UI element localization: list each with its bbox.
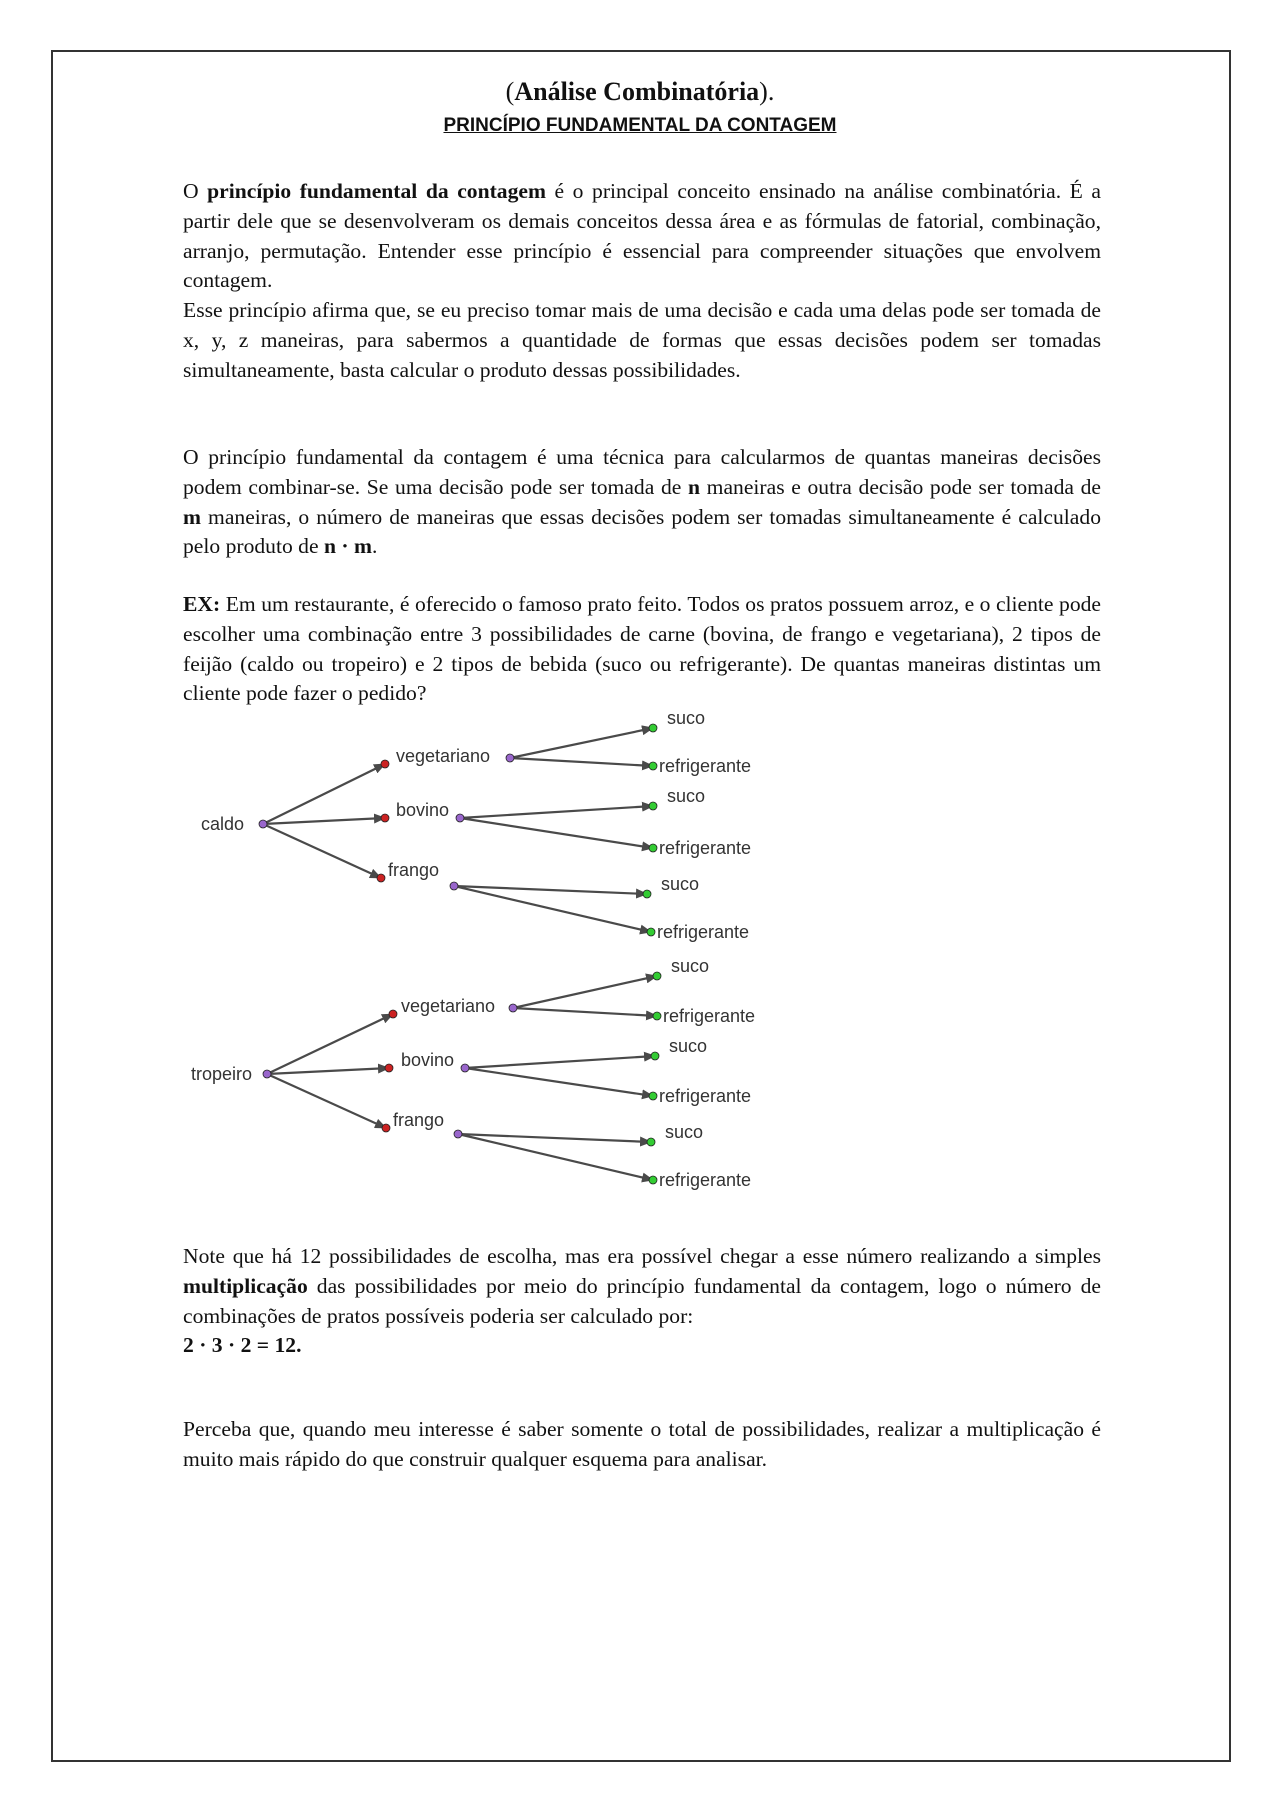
tree-branch-node xyxy=(389,1010,397,1018)
paragraph-definition: O princípio fundamental da contagem é o principal conceito ensinado na análise combinatória. É a partir dele que se desenvolveram os demais conceitos dessa área e as fórmulas de fatorial, combinação, arranjo, permutação. Entender esse princípio é essencial para compreender situações que envolvem contagem. xyxy=(183,179,1102,293)
tree-branch-node xyxy=(377,874,385,882)
tree-branch-node xyxy=(454,1130,462,1138)
paragraph-principle: Esse princípio afirma que, se eu preciso tomar mais de uma decisão e cada uma delas pode ser tomada de x, y, z maneiras, para sabermos a quantidade de formas que essas decisões podem ser tomadas simultaneamente, basta calcular o produto dessas possibilidades. xyxy=(183,298,1101,382)
tree-leaf-label: suco xyxy=(661,874,700,894)
tree-leaf-node xyxy=(649,802,657,810)
tree-branch-node xyxy=(385,1064,393,1072)
tree-edge xyxy=(263,764,385,824)
paragraph-conclusion: Note que há 12 possibilidades de escolha, mas era possível chegar a esse número realizando a simples multiplicação das possibilidades por meio do princípio fundamental da contagem, logo o número de combinações de pratos possíveis poderia ser calculado por: 2 · 3 · 2 = 12. xyxy=(183,1244,1101,1358)
tree-edge xyxy=(267,1074,386,1128)
tree-edge xyxy=(465,1056,655,1068)
formula: 2 · 3 · 2 = 12. xyxy=(183,1333,302,1358)
tree-edge xyxy=(460,818,653,848)
tree-branch-node xyxy=(456,814,464,822)
tree-leaf-node xyxy=(653,972,661,980)
tree-branch-node xyxy=(506,754,514,762)
tree-leaf-label: suco xyxy=(665,1122,704,1142)
tree-root-node xyxy=(259,820,267,828)
tree-leaf-node xyxy=(643,890,651,898)
tree-root-label: tropeiro xyxy=(191,1064,253,1084)
tree-leaf-node xyxy=(647,1138,655,1146)
tree-branch-label: bovino xyxy=(396,800,450,820)
intro-paragraphs xyxy=(183,177,1101,386)
tree-edge xyxy=(465,1068,653,1096)
tree-edge xyxy=(513,976,657,1008)
tree-leaf-label: refrigerante xyxy=(659,756,752,776)
tree-leaf-label: suco xyxy=(669,1036,708,1056)
tree-root-node xyxy=(263,1070,271,1078)
page-subtitle: PRINCÍPIO FUNDAMENTAL DA CONTAGEM xyxy=(443,115,837,136)
tree-edge xyxy=(263,818,385,824)
tree-leaf-node xyxy=(649,724,657,732)
tree-leaf-node xyxy=(653,1012,661,1020)
tree-edge xyxy=(460,806,653,818)
tree-branch-label: frango xyxy=(393,1110,445,1130)
tree-leaf-label: suco xyxy=(667,786,706,806)
tree-leaf-label: suco xyxy=(671,956,710,976)
paragraph-technique: O princípio fundamental da contagem é uma técnica para calcularmos de quantas maneiras decisões podem combinar-se. Se uma decisão pode ser tomada de n maneiras e outra decisão pode ser tomada de m maneiras, o número de maneiras que essas decisões podem ser tomadas simultaneamente é calculado pelo produto de n · m. xyxy=(183,445,1101,559)
tree-branch-node xyxy=(509,1004,517,1012)
tree-edge xyxy=(267,1014,393,1074)
tree-edge xyxy=(513,1008,657,1016)
tree-leaf-node xyxy=(651,1052,659,1060)
tree-branch-label: bovino xyxy=(401,1050,455,1070)
tree-branch-label: frango xyxy=(388,860,440,880)
combination-tree-diagram xyxy=(183,700,803,1190)
tree-leaf-node xyxy=(649,1092,657,1100)
tree-branch-label: vegetariano xyxy=(396,746,491,766)
tree-edge xyxy=(510,728,653,758)
tree-leaf-label: refrigerante xyxy=(657,922,750,942)
page-title: (Análise Combinatória). xyxy=(505,77,775,106)
paragraph-final: Perceba que, quando meu interesse é saber somente o total de possibilidades, realizar a multiplicação é muito mais rápido do que construir qualquer esquema para analisar. xyxy=(183,1417,1101,1471)
tree-branch-node xyxy=(381,814,389,822)
tree-branch-node xyxy=(450,882,458,890)
tree-leaf-node xyxy=(649,762,657,770)
tree-branch-node xyxy=(381,760,389,768)
tree-root-label: caldo xyxy=(201,814,245,834)
tree-branch-label: vegetariano xyxy=(401,996,496,1016)
tree-leaf-node xyxy=(647,928,655,936)
tree-edge xyxy=(510,758,653,766)
tree-leaf-label: refrigerante xyxy=(659,838,752,858)
tree-leaf-node xyxy=(649,844,657,852)
tree-branch-node xyxy=(461,1064,469,1072)
tree-branch-node xyxy=(382,1124,390,1132)
tree-leaf-label: refrigerante xyxy=(659,1086,752,1106)
tree-leaf-label: suco xyxy=(667,708,706,728)
paragraph-example: EX: Em um restaurante, é oferecido o famoso prato feito. Todos os pratos possuem arroz, e o cliente pode escolher uma combinação entre 3 possibilidades de carne (bovina, de frango e vegetariana), 2 tipos de feijão (caldo ou tropeiro) e 2 tipos de bebida (suco ou refrigerante). De quantas maneiras distintas um cliente pode fazer o pedido? xyxy=(183,592,1101,706)
tree-leaf-label: refrigerante xyxy=(659,1170,752,1190)
tree-leaf-label: refrigerante xyxy=(663,1006,756,1026)
tree-edge xyxy=(267,1068,389,1074)
tree-edge xyxy=(263,824,381,878)
tree-leaf-node xyxy=(649,1176,657,1184)
